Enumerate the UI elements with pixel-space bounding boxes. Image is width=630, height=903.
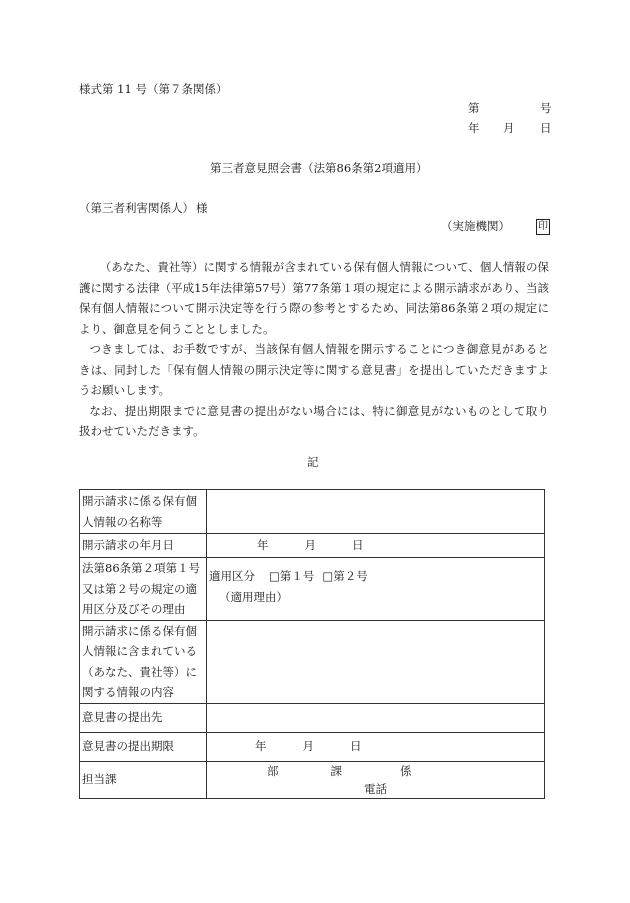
classification-label: 適用区分 bbox=[209, 569, 255, 583]
row-label-request-date: 開示請求の年月日 bbox=[80, 534, 207, 558]
request-date-month: 月 bbox=[304, 538, 316, 553]
date-year: 年 bbox=[468, 121, 480, 135]
body-paragraph-3: なお、提出期限までに意見書の提出がない場合には、特に御意見がないものとして取り扱わせていただきます。 bbox=[79, 403, 549, 438]
deadline-year: 年 bbox=[255, 739, 267, 754]
table-row bbox=[80, 761, 545, 798]
info-table bbox=[79, 489, 545, 799]
addressee-honorific: 様 bbox=[196, 201, 208, 215]
addressee-name: （第三者利害関係人） bbox=[79, 201, 194, 215]
request-date-year: 年 bbox=[257, 538, 269, 553]
row-value-department bbox=[207, 761, 545, 798]
body-text bbox=[79, 257, 549, 442]
body-paragraph-1: （あなた、貴社等）に関する情報が含まれている保有個人情報について、個人情報の保護に関する法律（平成15年法律第57号）第77条第１項の規定による開示請求があり、当該保有個人情報について開示決定等を行う際の参考とするため、同法第86条第２項の規定により、御意見を伺うこととしました。 bbox=[79, 260, 549, 336]
table-row bbox=[80, 490, 545, 534]
row-value-submit-to bbox=[207, 703, 545, 732]
document-title: 第三者意見照会書（法第86条第2項適用） bbox=[210, 161, 428, 175]
row-value-classification bbox=[207, 558, 545, 621]
ki-heading: 記 bbox=[307, 455, 319, 469]
table-row bbox=[80, 703, 545, 732]
row-value-name bbox=[207, 490, 545, 534]
classification-option-2: □第２号 bbox=[322, 569, 368, 583]
department-kakari: 係 bbox=[400, 763, 412, 778]
table-row bbox=[80, 558, 545, 621]
classification-option-1: □第１号 bbox=[269, 569, 315, 583]
doc-number-suffix: 号 bbox=[540, 101, 552, 115]
row-value-info-content bbox=[207, 620, 545, 703]
row-value-deadline bbox=[207, 732, 545, 761]
issuer-label: （実施機関） bbox=[441, 219, 510, 233]
classification-reason: （適用理由） bbox=[219, 589, 288, 604]
body-paragraph-2: つきましては、お手数ですが、当該保有個人情報を開示することにつき御意見があるときは、同封した「保有個人情報の開示決定等に関する意見書」を提出していただきますようお願いします。 bbox=[79, 342, 549, 397]
row-label-department: 担当課 bbox=[80, 761, 207, 798]
request-date-day: 日 bbox=[352, 538, 364, 553]
form-number: 様式第 11 号（第７条関係） bbox=[79, 82, 228, 96]
row-label-info-content: 開示請求に係る保有個人情報に含まれている（あなた、貴社等）に関する情報の内容 bbox=[80, 620, 207, 703]
row-value-request-date bbox=[207, 534, 545, 558]
table-row bbox=[80, 620, 545, 703]
row-label-classification: 法第86条第２項第１号又は第２号の規定の適用区分及びその理由 bbox=[80, 558, 207, 621]
deadline-month: 月 bbox=[302, 739, 314, 754]
row-label-deadline: 意見書の提出期限 bbox=[80, 732, 207, 761]
table-row bbox=[80, 732, 545, 761]
department-ka: 課 bbox=[330, 763, 342, 778]
date-day: 日 bbox=[540, 121, 552, 135]
date-month: 月 bbox=[503, 121, 515, 135]
department-bu: 部 bbox=[267, 763, 279, 778]
doc-number-prefix: 第 bbox=[468, 101, 480, 115]
row-label-name: 開示請求に係る保有個人情報の名称等 bbox=[80, 490, 207, 534]
department-phone: 電話 bbox=[364, 781, 387, 796]
deadline-day: 日 bbox=[350, 739, 362, 754]
table-row bbox=[80, 534, 545, 558]
row-label-submit-to: 意見書の提出先 bbox=[80, 703, 207, 732]
seal-mark: 印 bbox=[536, 219, 550, 235]
